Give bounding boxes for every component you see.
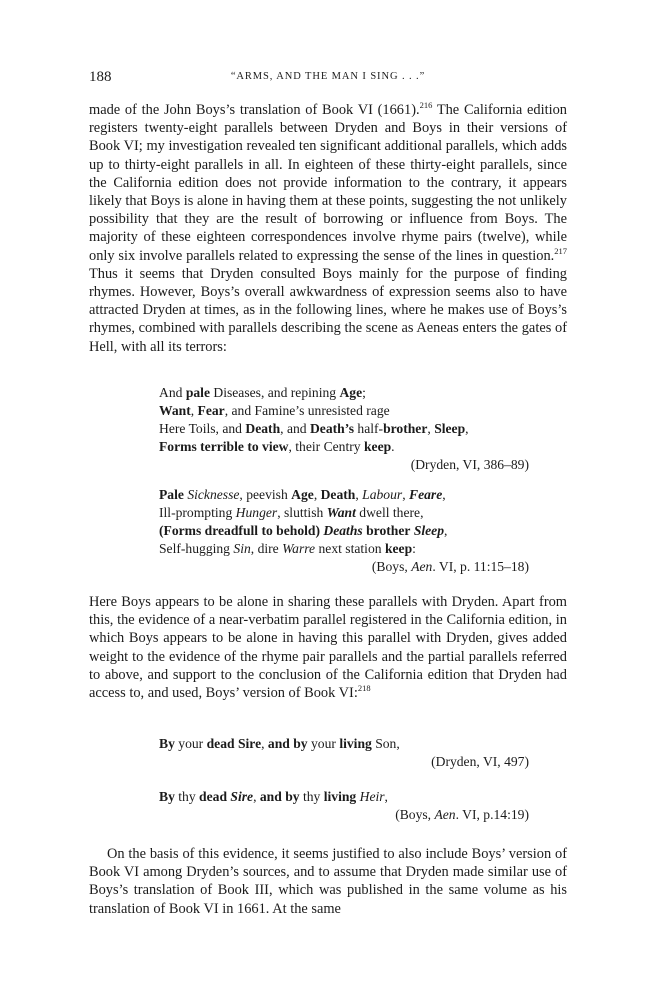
verse-line: By your dead Sire, and by your living Son, xyxy=(159,736,400,751)
body-paragraph-1 xyxy=(89,101,567,356)
verse-line: Self-hugging Sin, dire Warre next station keep: xyxy=(159,541,416,556)
block-quote-dryden-497 xyxy=(159,735,529,771)
citation: (Boys, Aen. VI, p.14:19) xyxy=(395,807,529,822)
verse-line: Want, Fear, and Famine’s unresisted rage xyxy=(159,403,390,418)
page-header xyxy=(89,69,567,87)
verse-line: Here Toils, and Death, and Death’s half-brother, Sleep, xyxy=(159,421,469,436)
footnote-ref-217: 217 xyxy=(554,245,567,256)
paragraph-text: made of the John Boys’s translation of Book VI (1661). xyxy=(89,102,420,118)
paragraph-text: Here Boys appears to be alone in sharing these parallels with Dryden. Apart from this, the evidence of a near-verbatim parallel registered in the California edition, in which Boys appears to be alone in having this parallel with Dryden, gives added weight to the evidence of the rhyme pair parallels and the partial parallels referred to above, and support to the conclusion of the California edition that Dryden had access to, and used, Boys’ version of Book VI: xyxy=(89,594,567,702)
verse-line: And pale Diseases, and repining Age; xyxy=(159,385,366,400)
block-quote-dryden-386 xyxy=(159,384,529,474)
verse-line: (Forms dreadfull to behold) Deaths brother Sleep, xyxy=(159,523,448,538)
body-paragraph-2 xyxy=(89,593,567,702)
block-quote-boys-p11 xyxy=(159,486,529,576)
body-paragraph-3 xyxy=(89,845,567,918)
citation: (Dryden, VI, 386–89) xyxy=(410,457,529,472)
paragraph-text: On the basis of this evidence, it seems justified to also include Boys’ version of Book VI among Dryden’s sources, and to assume that Dryden made similar use of Boys’s translation of Book III, which was published in the same volume as his translation of Book VI in 1661. At the same xyxy=(89,846,567,917)
page-number: 188 xyxy=(89,69,112,85)
footnote-ref-218: 218 xyxy=(357,683,371,694)
footnote-ref-216: 216 xyxy=(419,100,433,110)
paragraph-text: Thus it seems that Dryden consulted Boys mainly for the purpose of finding rhymes. However, Boys’s overall awkwardness of expression seems also to have attracted Dryden at times, as in the following lines, where he makes use of Boys’s rhymes, combined with parallels describing the scene as Aeneas enters the gates of Hell, with all its terrors: xyxy=(89,265,567,355)
paragraph-text: The California edition registers twenty-eight parallels between Dryden and Boys in their versions of Book VI; my investigation revealed ten significant additional parallels, which adds up to thirty-eight parallels in all. In eighteen of these thirty-eight parallels, since the California edition does not provide information to the contrary, it appears likely that Boys is alone in having them at these points, suggesting the not unlikely possibility that they are the result of borrowing or influence from Boys. The majority of these eighteen correspondences involve rhyme pairs (twelve), while only six involve parallels related to expressing the sense of the lines in question. xyxy=(89,102,567,264)
verse-line: Pale Sicknesse, peevish Age, Death, Labour, Feare, xyxy=(159,487,446,502)
block-quote-boys-p14 xyxy=(159,788,529,824)
citation: (Dryden, VI, 497) xyxy=(431,754,529,769)
verse-line: Forms terrible to view, their Centry keep. xyxy=(159,439,395,454)
running-head: “ARMS, AND THE MAN I SING . . .” xyxy=(230,71,426,82)
verse-line: By thy dead Sire, and by thy living Heir, xyxy=(159,789,388,804)
citation: (Boys, Aen. VI, p. 11:15–18) xyxy=(371,559,529,574)
verse-line: Ill-prompting Hunger, sluttish Want dwell there, xyxy=(159,505,424,520)
